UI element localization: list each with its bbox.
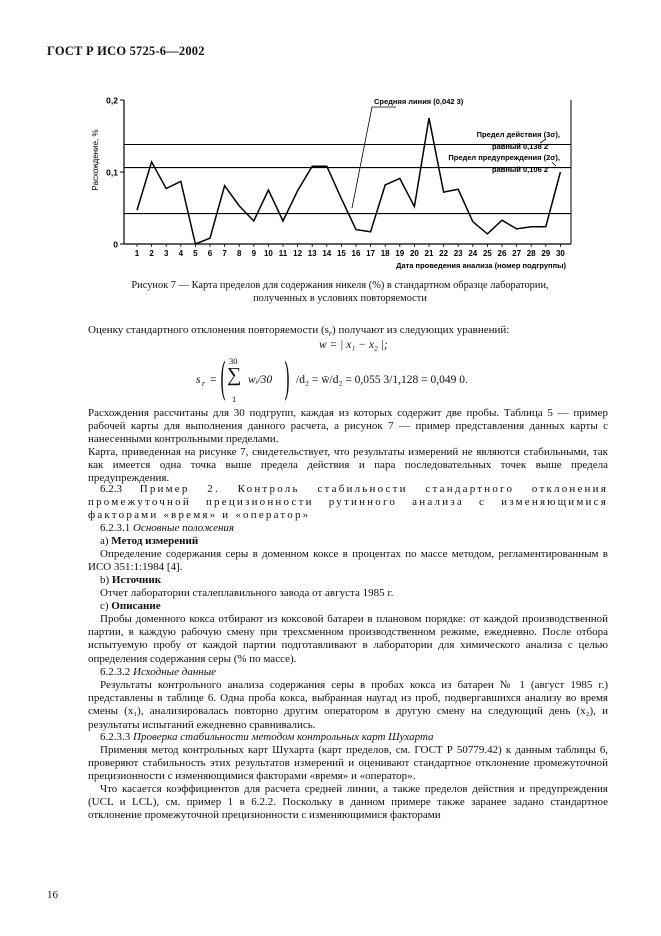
x-tick-label: 20 — [409, 249, 419, 258]
x-tick-label: 10 — [263, 249, 273, 258]
caption-line-2: полученных в условиях повторяемости — [253, 293, 427, 304]
x-tick-label: 24 — [468, 249, 478, 258]
annotation-action-2: равный 0,138 2 — [491, 142, 548, 151]
section-6-2-3: 6.2.3 Пример 2. Контроль стабильности стандартного отклонения промежуточной прецизионности рутинного анализа с изменяющимися факторами «время» и «оператор» — [88, 483, 608, 522]
x-tick-label: 28 — [526, 249, 536, 258]
paragraph-3: Результаты контрольного анализа содержания серы в пробах кокса из батареи № 1 (август 1985 г.) представлены в таблице 6. Одна проба кокса, выбранная наугад из проб, подвергавшихся анализу во время смены (x₁), анализировалась повторно другим оператором в другую смену на следующий день (x₂), и результаты испытаний ежедневно сравнивались. — [88, 679, 608, 731]
page-number: 16 — [47, 889, 58, 901]
y-tick-label: 0,1 — [106, 167, 118, 178]
y-tick-label: 0 — [113, 239, 118, 250]
annotation-warning-leader — [552, 162, 556, 166]
x-tick-label: 26 — [497, 249, 507, 258]
paragraph-4: Применяя метод контрольных карт Шухарта (карт пределов, см. ГОСТ Р 50779.42) к данным таблицы 6, проверяют стабильность этих результатов измерений и оценивают стандартное отклонение промежуточной прецизионности с изменяющимися факторами «время» и «оператор». — [88, 744, 608, 783]
x-tick-label: 22 — [439, 249, 449, 258]
x-tick-label: 18 — [380, 249, 390, 258]
annotation-warning-2: равный 0,106 2 — [491, 165, 548, 174]
item-a-heading: a) Метод измерений — [100, 535, 199, 547]
annotation-action-1: Предел действия (3σ), — [476, 130, 560, 139]
x-tick-label: 6 — [207, 249, 213, 258]
section-6-2-3-2: 6.2.3.2 Исходные данные — [100, 666, 217, 678]
x-tick-label: 15 — [336, 249, 346, 258]
x-tick-label: 3 — [163, 249, 169, 258]
x-tick-label: 30 — [555, 249, 565, 258]
x-tick-label: 7 — [222, 249, 227, 258]
item-c-heading: c) Описание — [100, 600, 161, 612]
annotation-center-leader-2 — [352, 107, 372, 208]
x-tick-label: 13 — [307, 249, 317, 258]
item-b-heading: b) Источник — [100, 574, 162, 586]
caption-line-1: Рисунок 7 — Карта пределов для содержания никеля (%) в стандартном образце лаборатории, — [131, 280, 549, 291]
x-tick-label: 2 — [149, 249, 154, 258]
x-tick-label: 8 — [236, 249, 242, 258]
annotation-center-line: Средняя линия (0,042 3) — [374, 97, 464, 106]
x-tick-label: 27 — [512, 249, 522, 258]
y-tick-label: 0,2 — [106, 95, 118, 106]
x-tick-label: 23 — [453, 249, 463, 258]
section-6-2-3-3: 6.2.3.3 Проверка стабильности методом контрольных карт Шухарта — [100, 731, 434, 743]
section-6-2-3-1: 6.2.3.1 Основные положения — [100, 522, 235, 534]
x-tick-label: 9 — [251, 249, 257, 258]
paragraph-1: Расхождения рассчитаны для 30 подгрупп, каждая из которых содержит две пробы. Таблица 5 — пример рабочей карты для выполнения данного расчета, а рисунок 7 — пример представления данных карты с нанесенными контрольными пределами. — [88, 407, 608, 446]
x-axis-label: Дата проведения анализа (номер подгруппы) — [396, 261, 566, 270]
x-tick-label: 11 — [278, 249, 288, 258]
figure-caption — [60, 279, 620, 305]
x-tick-label: 19 — [395, 249, 405, 258]
formula-w: w = | x₁ − x₂ |; — [319, 339, 388, 351]
x-tick-label: 5 — [193, 249, 198, 258]
x-tick-label: 12 — [293, 249, 303, 258]
paragraph-2: Карта, приведенная на рисунке 7, свидетельствует, что результаты измерений не являются стабильными, так как имеется одна точка выше предела действия и пара последовательных точек выше предела предупреждения. — [88, 446, 608, 485]
x-tick-label: 17 — [366, 249, 376, 258]
document-header: ГОСТ Р ИСО 5725-6—2002 — [47, 44, 205, 58]
x-tick-label: 14 — [322, 249, 332, 258]
y-axis-label: Расхождение, % — [91, 129, 100, 191]
paragraph-5: Что касается коэффициентов для расчета средней линии, а также пределов действия и предупреждения (UCL и LCL), см. пример 1 в 6.2.2. Поскольку в данном примере также заранее задано стандартное отклонение промежуточной прецизионности с изменяющимися факторами — [88, 783, 608, 822]
control-chart — [0, 85, 661, 277]
item-b-text: Отчет лаборатории сталеплавильного завода от августа 1985 г. — [100, 587, 394, 599]
annotation-warning-1: Предел предупреждения (2σ), — [448, 153, 560, 162]
x-tick-label: 16 — [351, 249, 361, 258]
x-tick-label: 4 — [178, 249, 184, 258]
x-tick-label: 21 — [424, 249, 434, 258]
item-a-text: Определение содержания серы в доменном коксе в процентах по массе методом, регламентированным в ИСО 351:1:1984 [4]. — [88, 548, 608, 574]
intro-paragraph: Оценку стандартного отклонения повторяемости $(s_r)$ получают из следующих уравнений: — [88, 324, 510, 339]
x-tick-label: 25 — [482, 249, 492, 258]
x-tick-label: 29 — [541, 249, 551, 258]
x-tick-label: 1 — [134, 249, 140, 258]
item-c-text: Пробы доменного кокса отбирают из коксовой батареи в плановом порядке: от каждой производственной партии, в каждую рабочую смену при трехсменном производственном режиме, ежедневно. После отбора испытуемую пробу от каждой партии подготавливают в лаборатории для химического анализа с целью определения содержания серы (% по массе). — [88, 613, 608, 665]
formula-sr: s r = ( 30 ∑ 1 wᵢ/30 ) /d₂ = w̄/d₂ = 0,055 3/1,128 = 0,049 0. — [196, 354, 468, 405]
